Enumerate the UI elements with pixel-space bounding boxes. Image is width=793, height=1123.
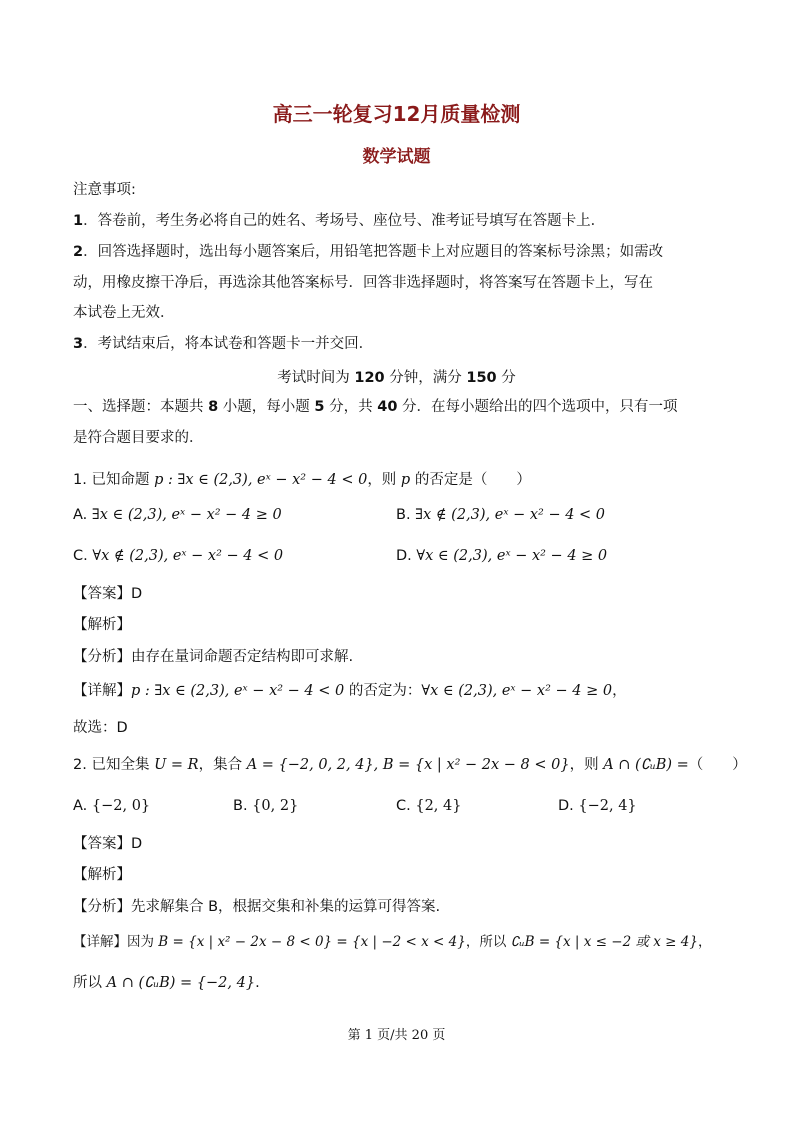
option-math: ∃x ∉ (2,3), eˣ − x² − 4 < 0 [415,507,606,523]
notice-item-number: 2 [73,244,84,260]
option-label: D. [396,548,412,564]
q2-last-line [73,973,733,993]
section-number: 5 [314,399,325,415]
q1-answer: 【答案】D [73,586,143,602]
section-text: 小题，每小题 [218,399,315,415]
detail-text: . [255,975,260,991]
notice-item-text: ．考试结束后，将本试卷和答题卡一并交回． [83,336,374,352]
question-math: p [400,472,411,488]
q2-option-c [396,796,461,816]
detail-text: 【详解】因为 [73,934,159,950]
option-math: ∀x ∉ (2,3), eˣ − x² − 4 < 0 [92,548,284,564]
time-text: 分 [496,370,516,386]
q2-option-d [558,796,637,816]
option-math: ∃x ∈ (2,3), eˣ − x² − 4 ≥ 0 [91,507,282,523]
question-1-stem [73,470,733,490]
option-math: ∀x ∈ (2,3), eˣ − x² − 4 ≥ 0 [416,548,608,564]
question-text: 1. 已知命题 [73,472,155,488]
option-label: C. [73,548,88,564]
q1-option-c [73,546,283,566]
option-math: {0, 2} [252,798,299,814]
option-label: A. [73,798,88,814]
q2-option-a [73,796,150,816]
time-text: 分钟，满分 [384,370,467,386]
question-math: p : ∃x ∈ (2,3), eˣ − x² − 4 < 0 [154,472,368,488]
notice-item-1 [73,211,733,231]
option-label: B. [396,507,411,523]
q1-detail [73,681,733,701]
notice-item-2-line-1 [73,242,733,262]
page-subtitle: 数学试题 [362,147,431,167]
q1-option-b [396,505,605,525]
notice-item-number: 1 [73,213,84,229]
q1-conclusion: 故选：D [73,720,128,736]
detail-math: p : ∃x ∈ (2,3), eˣ − x² − 4 < 0 [131,683,345,699]
q2-option-b [233,796,298,816]
question-text: ，则 [367,472,401,488]
question-text: ，集合 [198,757,247,773]
detail-text: 所以 [73,975,107,991]
detail-math: A ∩ (∁ᵤB) = {−2, 4} [106,975,256,991]
question-text: （ ） [688,757,747,773]
detail-text: ，所以 [465,934,511,950]
q2-fenxi: 【分析】先求解集合 B，根据交集和补集的运算可得答案. [73,899,441,915]
question-text: 2. 已知全集 [73,757,155,773]
option-math: {2, 4} [415,798,462,814]
detail-math: ∀x ∈ (2,3), eˣ − x² − 4 ≥ 0 [421,683,613,699]
notice-item-text: ．答卷前，考生务必将自己的姓名、考场号、座位号、准考证号填写在答题卡上． [83,213,606,229]
q2-analysis-tag: 【解析】 [73,867,131,883]
question-math: A ∩ (∁ᵤB) = [603,757,689,773]
notice-item-text: ．回答选择题时，选出每小题答案后，用铅笔把答题卡上对应题目的答案标号涂黑；如需改 [83,244,664,260]
question-math: A = {−2, 0, 2, 4}, B = {x | x² − 2x − 8 < 0} [246,757,570,773]
score-value: 150 [466,370,497,386]
q1-fenxi: 【分析】由存在量词命题否定结构即可求解. [73,649,354,665]
detail-text: 的否定为： [344,683,422,699]
time-value: 120 [354,370,385,386]
question-text: 的否定是（ ） [410,472,531,488]
detail-math: B = {x | x² − 2x − 8 < 0} = {x | −2 < x < 4} [158,934,466,950]
q1-analysis-tag: 【解析】 [73,617,131,633]
question-math: U = R [154,757,199,773]
detail-text: ， [612,683,627,699]
detail-math: ∁ᵤB = {x | x ≤ −2 或 x ≥ 4} [510,934,698,950]
q2-detail [73,932,733,952]
section-1-intro [73,397,733,417]
option-label: B. [233,798,248,814]
detail-text: 【详解】 [73,683,131,699]
section-text: 分．在每小题给出的四个选项中，只有一项 [397,399,678,415]
question-2-stem [73,755,747,775]
option-math: {−2, 4} [578,798,637,814]
detail-text: ， [697,934,712,950]
question-text: ，则 [569,757,604,773]
section-1-intro-line-2: 是符合题目要求的． [73,430,204,446]
time-text: 考试时间为 [277,370,355,386]
q1-option-d [396,546,607,566]
notice-item-2-line-3: 本试卷上无效． [73,305,175,321]
option-math: {−2, 0} [91,798,151,814]
notice-item-2-line-2: 动，用橡皮擦干净后，再选涂其他答案标号．回答非选择题时，将答案写在答题卡上，写在 [73,275,653,291]
page-footer: 第 1 页/共 20 页 [347,1028,446,1043]
option-label: D. [558,798,574,814]
section-number: 8 [208,399,219,415]
notice-item-number: 3 [73,336,84,352]
notice-item-3 [73,334,733,354]
option-label: A. [73,507,88,523]
section-number: 40 [377,399,398,415]
page-title: 高三一轮复习12月质量检测 [272,102,521,126]
section-text: 分，共 [324,399,378,415]
exam-time-info [0,366,793,387]
q1-option-a [73,505,282,525]
section-text: 一、选择题：本题共 [73,399,209,415]
option-label: C. [396,798,411,814]
q2-answer: 【答案】D [73,836,143,852]
notice-heading: 注意事项: [73,182,136,198]
